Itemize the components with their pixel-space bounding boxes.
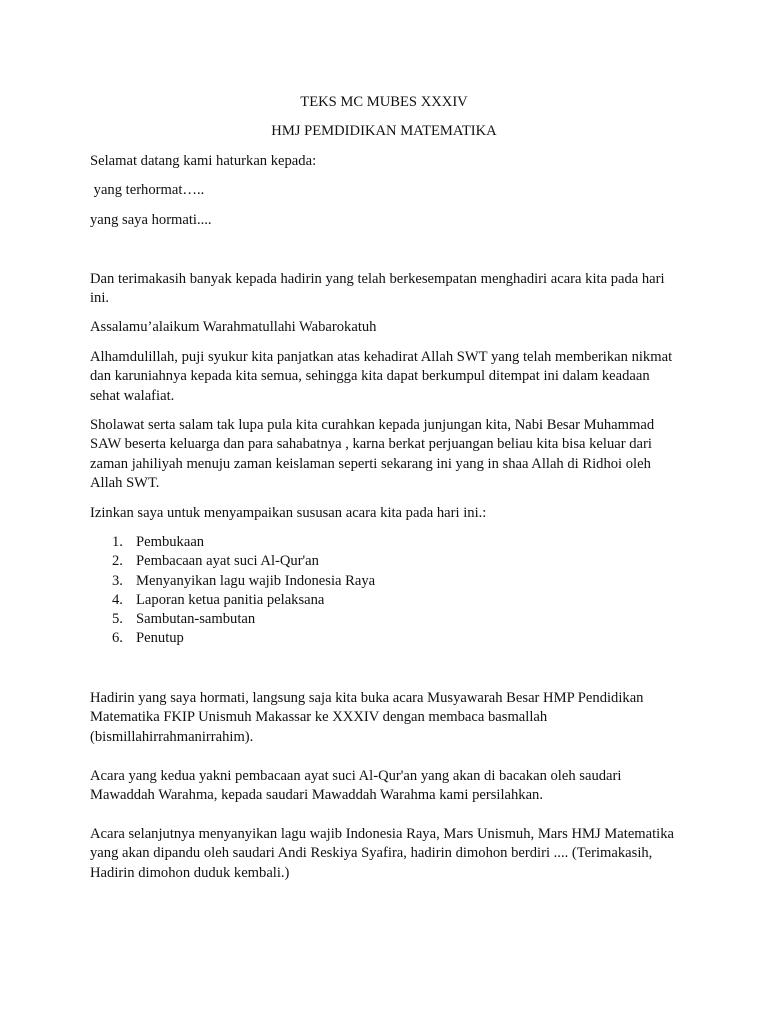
document-subtitle: HMJ PEMDIDIKAN MATEMATIKA <box>271 123 497 139</box>
agenda-item-number: 1. <box>112 534 123 550</box>
document-title: TEKS MC MUBES XXXIV <box>300 94 468 110</box>
agenda-item <box>90 533 375 552</box>
respected-guests-line: yang saya hormati.... <box>90 212 212 228</box>
agenda-item-number: 3. <box>112 572 123 589</box>
alhamdulillah-paragraph: Alhamdulillah, puji syukur kita panjatkan atas kehadirat Allah SWT yang telah memberikan nikmat dan karuniahnya kepada kita semua, sehingga kita dapat berkumpul ditempat ini dalam keadaan sehat walafiat. <box>90 349 673 404</box>
agenda-list <box>90 533 375 649</box>
agenda-item <box>90 572 375 591</box>
agenda-item <box>90 552 375 571</box>
agenda-item-number: 4. <box>112 591 123 608</box>
thanks-paragraph: Dan terimakasih banyak kepada hadirin yang telah berkesempatan menghadiri acara kita pada hari ini. <box>90 271 665 307</box>
agenda-item-text: Pembacaan ayat suci Al-Qur'an <box>136 553 319 570</box>
opening-paragraph: Hadirin yang saya hormati, langsung saja kita buka acara Musyawarah Besar HMP Pendidikan Matematika FKIP Unismuh Makassar ke XXXIV dengan membaca basmallah (bismillahirrahmanirrahim). <box>90 690 644 745</box>
agenda-item-text: Pembukaan <box>136 534 205 550</box>
agenda-item-text: Penutup <box>136 630 184 647</box>
third-agenda-paragraph: Acara selanjutnya menyanyikan lagu wajib Indonesia Raya, Mars Unismuh, Mars HMJ Matematika yang akan dipandu oleh saudari Andi Reskiya Syafira, hadirin dimohon berdiri .... (Terimakasih, Hadirin dimohon duduk kembali.) <box>90 826 675 881</box>
honored-guests-line: yang terhormat….. <box>90 182 205 198</box>
second-agenda-paragraph: Acara yang kedua yakni pembacaan ayat suci Al-Qur'an yang akan di bacakan oleh saudari Mawaddah Warahma, kepada saudari Mawaddah Warahma kami persilahkan. <box>90 768 622 804</box>
agenda-item <box>90 629 375 648</box>
agenda-item-number: 6. <box>112 630 123 647</box>
agenda-item-text: Laporan ketua panitia pelaksana <box>136 591 325 608</box>
sholawat-paragraph: Sholawat serta salam tak lupa pula kita curahkan kepada junjungan kita, Nabi Besar Muhammad SAW beserta keluarga dan para sahabatnya , karna berkat perjuangan beliau kita bisa keluar dari zaman jahiliyah menuju zaman keislaman seperti sekarang ini yang in shaa Allah di Ridhoi oleh Allah SWT. <box>90 417 655 491</box>
agenda-item-text: Sambutan-sambutan <box>136 611 256 628</box>
greeting-line: Selamat datang kami haturkan kepada: <box>90 153 317 169</box>
salam-line: Assalamu’alaikum Warahmatullahi Wabarokatuh <box>90 319 377 335</box>
agenda-intro: Izinkan saya untuk menyampaikan sususan acara kita pada hari ini.: <box>90 505 487 521</box>
agenda-item-number: 2. <box>112 553 123 570</box>
agenda-item-number: 5. <box>112 611 123 628</box>
agenda-item-text: Menyanyikan lagu wajib Indonesia Raya <box>136 572 376 589</box>
agenda-item <box>90 610 375 629</box>
agenda-item <box>90 591 375 610</box>
